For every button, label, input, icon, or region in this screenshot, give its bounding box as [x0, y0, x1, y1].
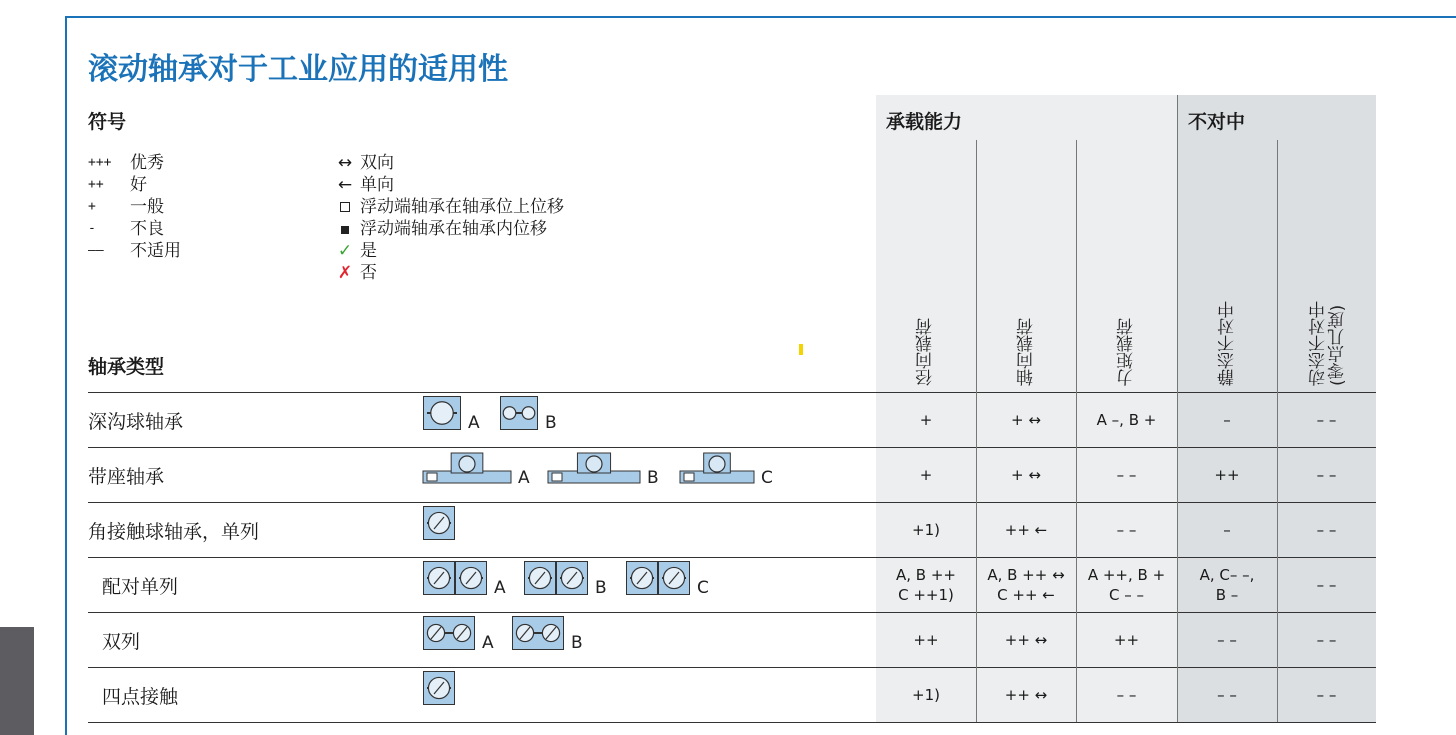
- cell-line: C ++1): [898, 585, 954, 604]
- table-cell: [1076, 667, 1177, 722]
- page-title: 滚动轴承对于工业应用的适用性: [88, 52, 508, 87]
- cell-line: A, C– –,: [1199, 565, 1255, 584]
- legend-text: 双向: [360, 153, 394, 173]
- table-cell: [1177, 392, 1277, 447]
- legend-item: [330, 240, 564, 262]
- hollow-square-icon: [330, 196, 360, 218]
- cell-line: ++: [1214, 465, 1240, 484]
- row-divider: [88, 722, 1376, 723]
- bearing-diagram-icon: [512, 616, 564, 650]
- bearing-type-name: 配对单列: [102, 576, 179, 598]
- table-cell: [1277, 667, 1376, 722]
- legend-symbol: ++: [88, 177, 104, 192]
- table-cell: [1177, 667, 1277, 722]
- bearing-type-name: 深沟球轴承: [88, 411, 184, 433]
- table-cell: [1177, 612, 1277, 667]
- cell-line: C – –: [1108, 585, 1144, 604]
- cell-line: ++ ↔: [1004, 685, 1048, 704]
- table-cell: [876, 392, 976, 447]
- cell-line: C ++ ←: [997, 585, 1055, 604]
- variant-label: A: [468, 413, 480, 433]
- cell-line: B –: [1215, 585, 1239, 604]
- bearing-diagram-icon: [423, 671, 455, 705]
- legend-left: [88, 152, 181, 262]
- filled-square-icon: [330, 218, 360, 240]
- check-icon: ✓: [337, 241, 353, 261]
- frame-top-rule: [66, 16, 1456, 18]
- cell-line: A, B ++ ↔: [987, 565, 1065, 584]
- bearing-type-name: 带座轴承: [88, 466, 165, 488]
- table-cell: [876, 667, 976, 722]
- bidirectional-arrow-icon: ↔: [337, 153, 353, 173]
- table-cell: [1177, 557, 1277, 612]
- cell-line: +: [919, 410, 933, 429]
- legend-text: 不良: [130, 219, 164, 239]
- table-cell: [976, 667, 1076, 722]
- legend-item: [88, 174, 181, 196]
- legend-text: 优秀: [130, 153, 164, 173]
- column-divider: [1076, 140, 1077, 392]
- table-cell: [876, 502, 976, 557]
- legend-symbol: -: [88, 221, 96, 236]
- legend-item: [330, 262, 564, 284]
- column-divider: [1277, 140, 1278, 392]
- misalignment-label: 不对中: [1188, 111, 1246, 133]
- bearing-diagram-icon: [423, 561, 487, 595]
- legend-text: 浮动端轴承在轴承位上位移: [360, 197, 564, 217]
- frame-left-rule: [65, 16, 67, 735]
- legend-right: [330, 152, 564, 284]
- load-capacity-label: 承载能力: [886, 111, 963, 133]
- legend-symbol: +: [88, 199, 96, 214]
- cell-line: – –: [1316, 685, 1337, 704]
- cell-line: A –, B +: [1096, 410, 1157, 429]
- table-cell: [1277, 447, 1376, 502]
- bearing-diagram-icon: [423, 451, 511, 485]
- bearing-diagram-icon: [524, 561, 588, 595]
- table-cell: [976, 447, 1076, 502]
- legend-text: 是: [360, 241, 377, 261]
- table-cell: [1076, 392, 1177, 447]
- bearing-diagram-icon: [500, 396, 538, 430]
- bearing-diagram-icon: [423, 506, 455, 540]
- col-radial-load: 径向载荷: [915, 318, 936, 386]
- legend-item: [88, 240, 181, 262]
- col-dynamic-misalignment: 动态不对中 (零点几度): [1309, 301, 1348, 386]
- table-cell: [1076, 502, 1177, 557]
- bearing-diagram-icon: [423, 396, 461, 430]
- table-cell: [976, 392, 1076, 447]
- table-cell: [876, 612, 976, 667]
- table-cell: [1277, 557, 1376, 612]
- cell-line: +1): [912, 520, 940, 539]
- table-cell: [1076, 447, 1177, 502]
- col-moment-load: 力矩载荷: [1116, 318, 1137, 386]
- legend-text: 一般: [130, 197, 164, 217]
- bearing-type-name: 角接触球轴承，单列: [88, 521, 260, 543]
- cell-line: – –: [1116, 685, 1137, 704]
- cell-line: –: [1223, 410, 1231, 429]
- bearing-type-heading: 轴承类型: [88, 356, 165, 378]
- variant-label: A: [518, 468, 530, 488]
- cell-line: ++: [1113, 630, 1140, 649]
- cell-line: – –: [1316, 575, 1337, 594]
- bearing-diagram-icon: [680, 451, 754, 485]
- cell-line: – –: [1217, 685, 1237, 704]
- symbols-heading: 符号: [88, 111, 127, 133]
- bearing-diagram-icon: [626, 561, 690, 595]
- legend-text: 不适用: [130, 241, 181, 261]
- legend-item: [330, 174, 564, 196]
- variant-label: C: [697, 578, 709, 598]
- cell-line: ++ ←: [1004, 520, 1048, 539]
- col-axial-load: 轴向载荷: [1016, 318, 1037, 386]
- table-cell: [1076, 557, 1177, 612]
- column-divider: [1177, 95, 1178, 392]
- table-cell: [876, 447, 976, 502]
- highlight-mark: [799, 344, 803, 355]
- cell-line: A, B ++: [896, 565, 956, 584]
- cell-line: – –: [1116, 465, 1137, 484]
- cell-line: – –: [1316, 630, 1337, 649]
- legend-item: [88, 218, 181, 240]
- variant-label: B: [647, 468, 659, 488]
- legend-text: 单向: [360, 175, 394, 195]
- table-cell: [976, 557, 1076, 612]
- variant-label: A: [494, 578, 506, 598]
- legend-symbol: ––: [88, 243, 104, 258]
- cell-line: A ++, B +: [1087, 565, 1166, 584]
- cell-line: ++ ↔: [1004, 630, 1048, 649]
- legend-item: [330, 218, 564, 240]
- table-cell: [1177, 447, 1277, 502]
- cell-line: – –: [1316, 520, 1337, 539]
- cell-line: – –: [1217, 630, 1237, 649]
- table-cell: [1277, 612, 1376, 667]
- variant-label: B: [571, 633, 583, 653]
- legend-item: [330, 152, 564, 174]
- table-cell: [1277, 392, 1376, 447]
- table-cell: [976, 612, 1076, 667]
- cell-line: – –: [1116, 520, 1137, 539]
- left-arrow-icon: ←: [337, 175, 353, 195]
- legend-text: 浮动端轴承在轴承内位移: [360, 219, 547, 239]
- cell-line: ++: [913, 630, 939, 649]
- variant-label: B: [545, 413, 557, 433]
- legend-item: [88, 152, 181, 174]
- cell-line: –: [1223, 520, 1231, 539]
- bearing-diagram-icon: [423, 616, 475, 650]
- cell-line: +1): [912, 685, 940, 704]
- cell-line: + ↔: [1011, 410, 1041, 429]
- cell-line: + ↔: [1011, 465, 1041, 484]
- bearing-type-name: 四点接触: [102, 686, 179, 708]
- legend-symbol: +++: [88, 155, 112, 170]
- variant-label: B: [595, 578, 607, 598]
- side-tab: [0, 627, 34, 735]
- col-static-misalignment: 静态不对中: [1217, 301, 1238, 386]
- legend-text: 好: [130, 175, 147, 195]
- legend-text: 否: [360, 263, 377, 283]
- variant-label: A: [482, 633, 494, 653]
- column-divider: [976, 140, 977, 392]
- table-cell: [1177, 502, 1277, 557]
- table-cell: [1277, 502, 1376, 557]
- cell-line: +: [919, 465, 933, 484]
- cell-line: – –: [1316, 465, 1337, 484]
- table-cell: [876, 557, 976, 612]
- legend-item: [88, 196, 181, 218]
- table-cell: [1076, 612, 1177, 667]
- table-cell: [976, 502, 1076, 557]
- variant-label: C: [761, 468, 773, 488]
- legend-item: [330, 196, 564, 218]
- bearing-type-name: 双列: [102, 631, 141, 653]
- cross-icon: ✗: [337, 263, 353, 283]
- cell-line: – –: [1316, 410, 1337, 429]
- bearing-diagram-icon: [548, 451, 640, 485]
